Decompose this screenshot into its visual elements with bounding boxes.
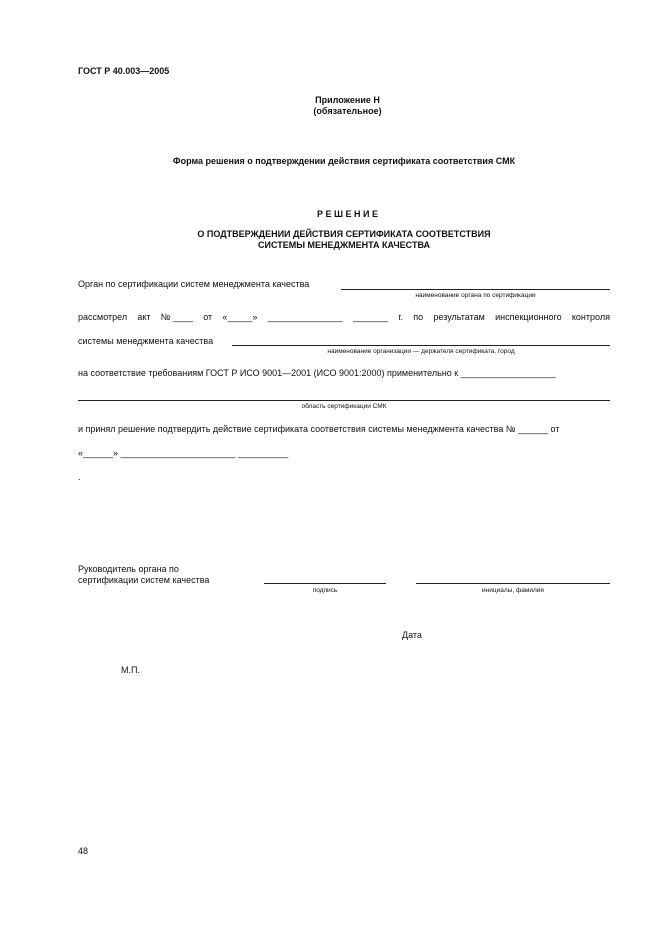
decision-text: и принял решение подтвердить действие сертификата соответствия системы менеджмента качества № ______ от	[78, 424, 560, 434]
decision-subheading-line1: О ПОДТВЕРЖДЕНИИ ДЕЙСТВИЯ СЕРТИФИКАТА СООТВЕТСТВИЯ	[197, 229, 491, 239]
appendix-title: Приложение Н	[315, 95, 380, 105]
stamp-label: М.П.	[121, 665, 140, 675]
certification-body-label: Орган по сертификации систем менеджмента качества	[78, 279, 310, 289]
qms-holder-label: системы менеджмента качества	[78, 336, 214, 346]
certification-scope-field[interactable]	[78, 400, 610, 401]
decision-subheading-line2: СИСТЕМЫ МЕНЕДЖМЕНТА КАЧЕСТВА	[258, 240, 430, 250]
qms-holder-caption: наименование организации — держателя сертификата, город	[327, 348, 515, 355]
act-word: акт	[137, 312, 151, 322]
decision-heading: Р Е Ш Е Н И Е	[316, 209, 379, 219]
act-number-field[interactable]: № ____	[160, 312, 193, 322]
act-word: от	[203, 312, 213, 322]
act-word: инспекционного	[495, 312, 562, 322]
certification-body-caption: наименование органа по сертификации	[415, 292, 536, 299]
signatory-role-line2: сертификации систем качества	[78, 575, 210, 585]
date-label: Дата	[402, 630, 422, 640]
act-word: г.	[398, 312, 404, 322]
qms-holder-field[interactable]	[232, 345, 610, 346]
signatory-role-line1: Руководитель органа по	[78, 564, 179, 574]
initials-surname-caption: инициалы, фамилия	[482, 587, 544, 594]
standard-number: ГОСТ Р 40.003—2005	[78, 66, 170, 76]
act-word: контроля	[571, 312, 610, 322]
act-review-line	[78, 312, 610, 322]
appendix-note: (обязательное)	[313, 106, 382, 116]
certification-body-field[interactable]	[341, 289, 610, 290]
page-number: 48	[78, 846, 89, 856]
signature-field[interactable]	[264, 583, 386, 584]
act-word: рассмотрел	[78, 312, 128, 322]
act-word: результатам	[433, 312, 485, 322]
certificate-date-fields[interactable]: «______» _______________________ __________	[78, 448, 289, 458]
signature-caption: подпись	[312, 587, 338, 594]
compliance-text: на соответствие требованиям ГОСТ Р ИСО 9001—2001 (ИСО 9001:2000) применительно к ___________________	[78, 368, 556, 378]
act-month-field[interactable]: _______________	[267, 312, 343, 322]
act-word: по	[413, 312, 424, 322]
act-day-field[interactable]: «_____»	[222, 312, 258, 322]
certification-scope-caption: область сертификации СМК	[301, 403, 387, 410]
stray-dot: .	[78, 472, 81, 482]
initials-surname-field[interactable]	[416, 583, 610, 584]
form-title: Форма решения о подтверждении действия сертификата соответствия СМК	[172, 156, 516, 166]
act-year-field[interactable]: _______	[353, 312, 389, 322]
